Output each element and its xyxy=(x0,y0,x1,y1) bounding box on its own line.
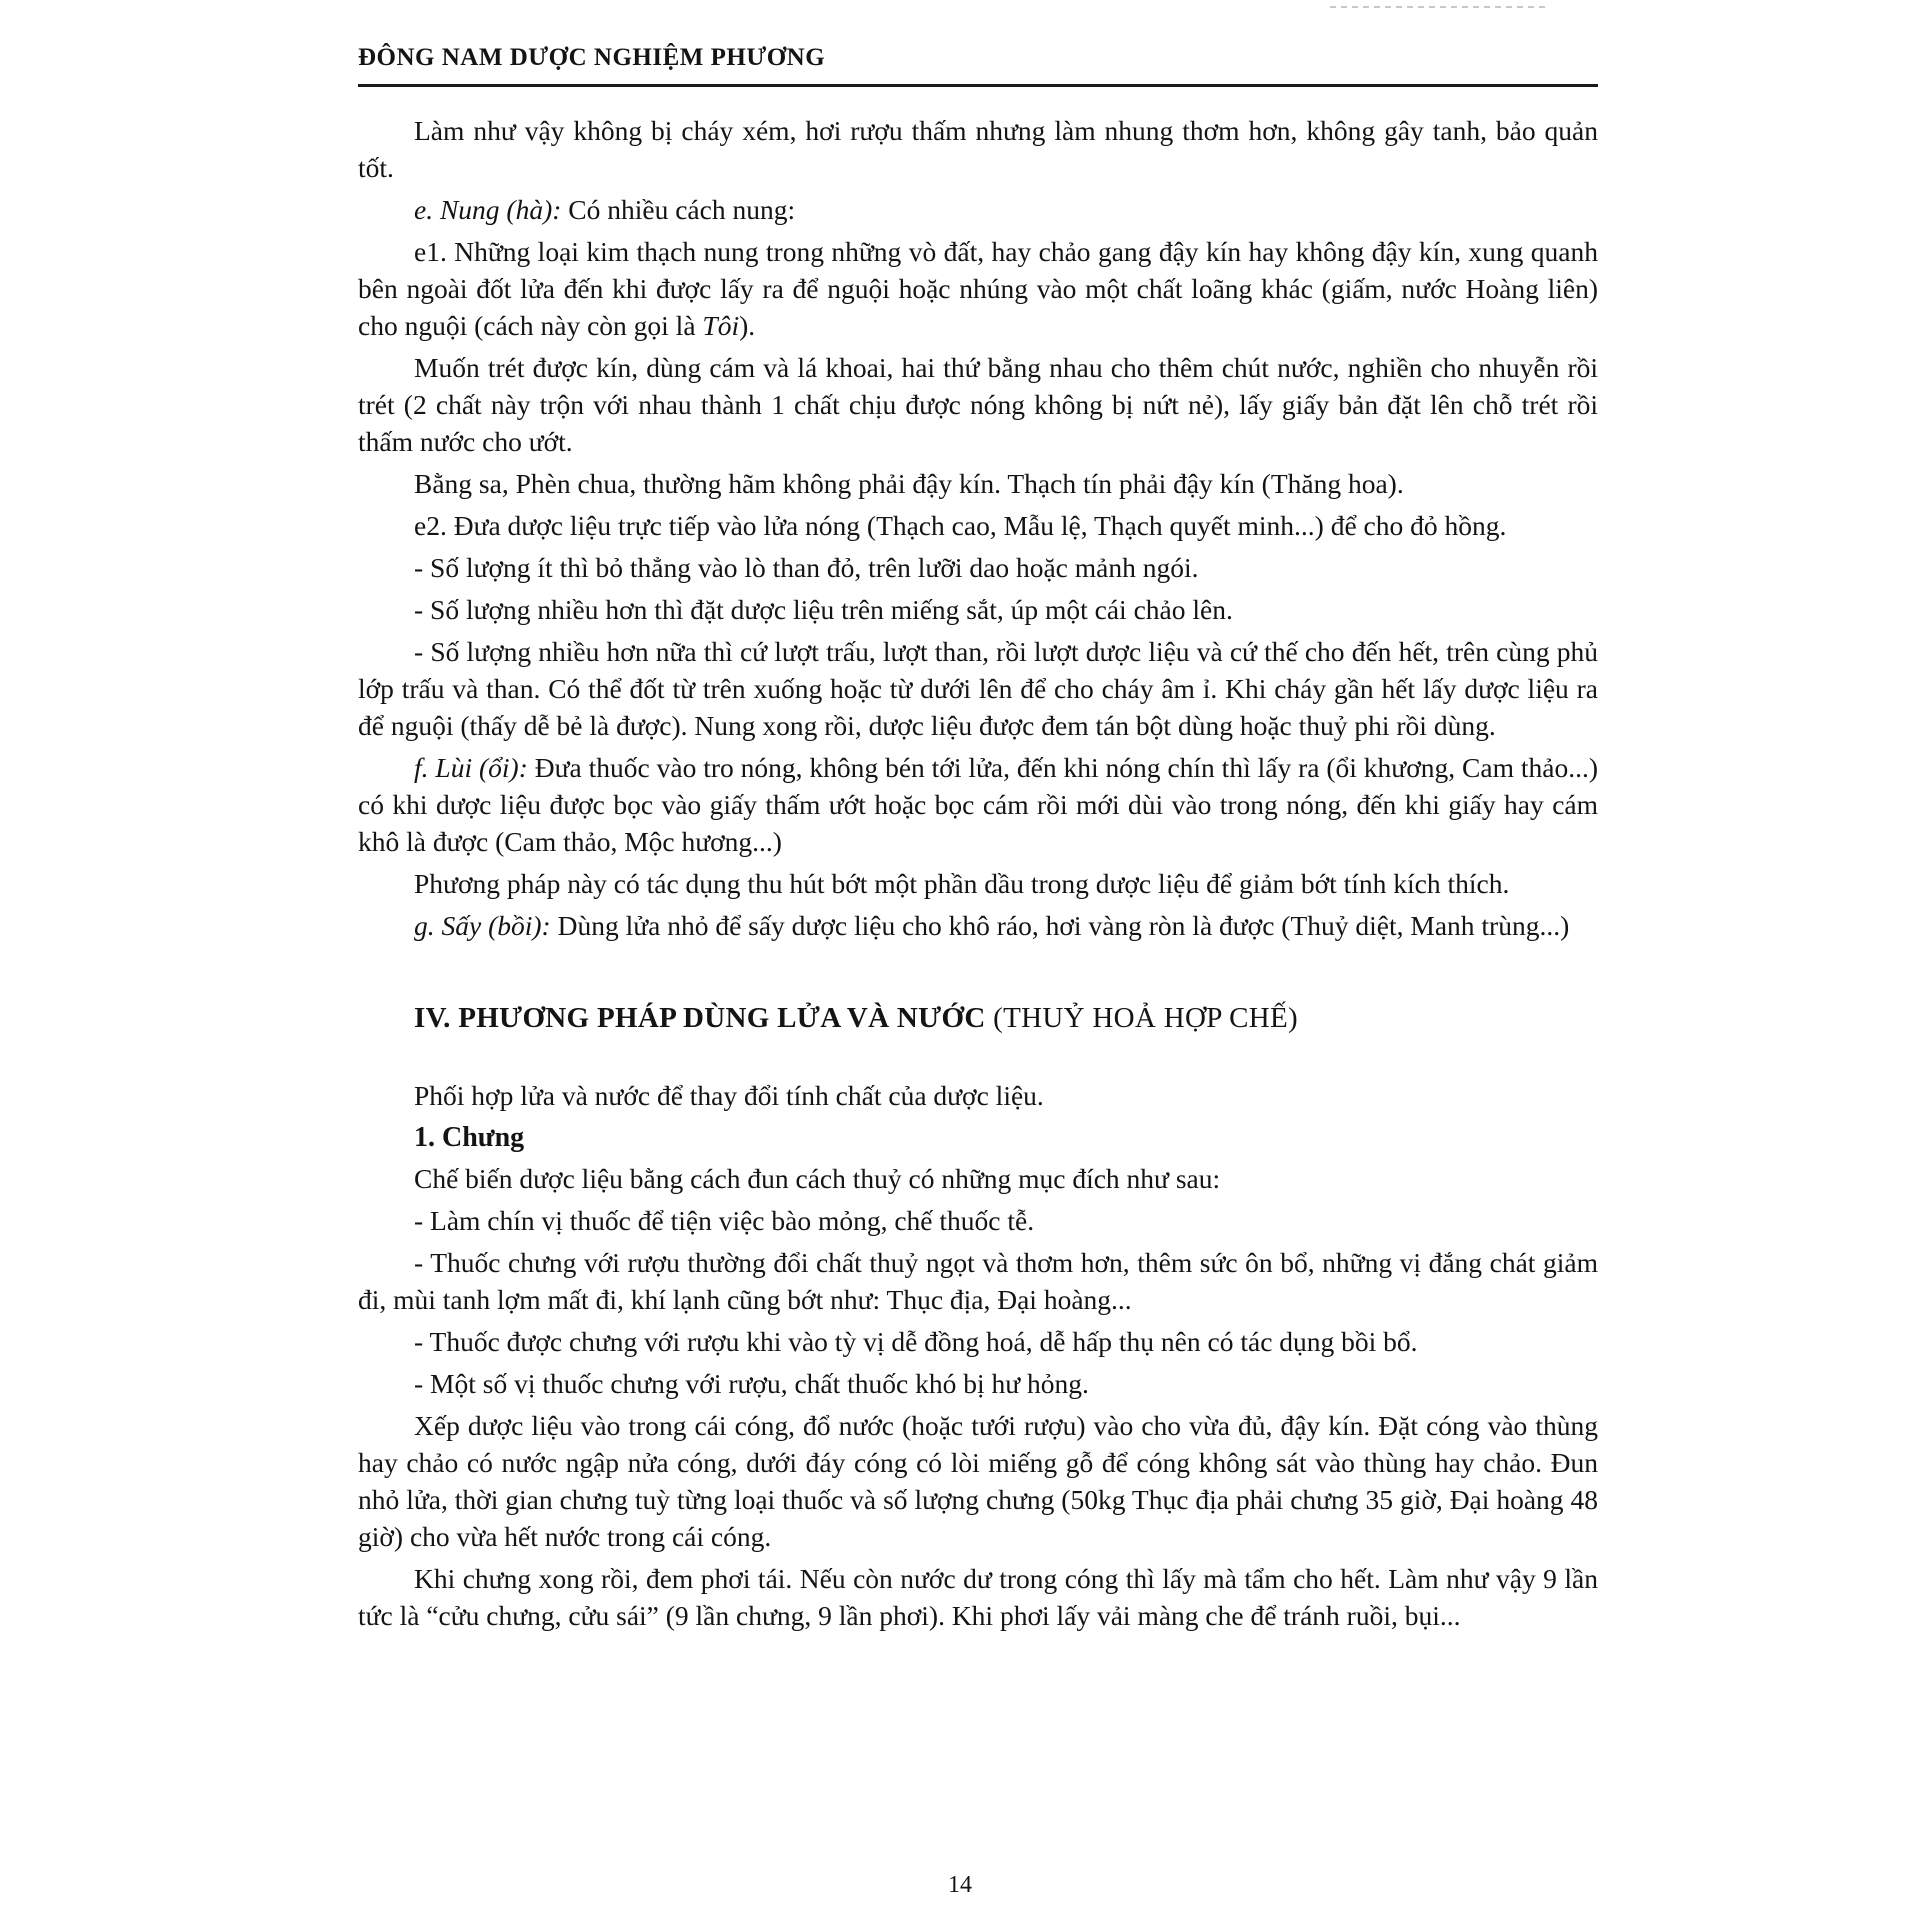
paragraph: Làm như vậy không bị cháy xém, hơi rượu thấm nhưng làm nhung thơm hơn, không gây tanh, bảo quản tốt. xyxy=(358,115,1598,183)
section-heading xyxy=(414,1000,1598,1037)
paragraph: Khi chưng xong rồi, đem phơi tái. Nếu còn nước dư trong cóng thì lấy mà tẩm cho hết. Làm như vậy 9 lần tức là “cửu chưng, cửu sái” (9 lần chưng, 9 lần phơi). Khi phơi lấy vải màng che để tránh ruồi, bụi... xyxy=(358,1563,1598,1631)
list-item: - Số lượng nhiều hơn nữa thì cứ lượt trấu, lượt than, rồi lượt dược liệu và cứ thế cho đến hết, trên cùng phủ lớp trấu và than. Có thể đốt từ trên xuống hoặc từ dưới lên để cho cháy âm ỉ. Khi cháy gần hết lấy dược liệu ra để nguội (thấy dễ bẻ là được). Nung xong rồi, dược liệu được đem tán bột dùng hoặc thuỷ phi rồi dùng. xyxy=(358,636,1598,741)
paragraph-nung xyxy=(358,191,1598,228)
header-rule xyxy=(358,84,1598,87)
list-item: - Thuốc chưng với rượu thường đổi chất thuỷ ngọt và thơm hơn, thêm sức ôn bổ, những vị đắng chát giảm đi, mùi tanh lợm mất đi, khí lạnh cũng bớt như: Thục địa, Đại hoàng... xyxy=(358,1247,1598,1315)
page-body xyxy=(358,112,1598,1639)
paragraph: Chế biến dược liệu bằng cách đun cách thuỷ có những mục đích như sau: xyxy=(414,1163,1221,1194)
term-label: f. Lùi (ổi): xyxy=(414,752,528,783)
section-heading-main: IV. PHƯƠNG PHÁP DÙNG LỬA VÀ NƯỚC xyxy=(414,1002,986,1034)
paragraph-say xyxy=(358,907,1598,944)
list-item: - Thuốc được chưng với rượu khi vào tỳ vị dễ đồng hoá, dễ hấp thụ nên có tác dụng bồi bổ. xyxy=(414,1326,1418,1357)
paragraph-text: Đưa thuốc vào tro nóng, không bén tới lửa, đến khi nóng chín thì lấy ra (ổi khương, Cam thảo...) có khi dược liệu được bọc vào giấy thấm ướt hoặc bọc cám rồi mới dùi vào trong nóng, đến khi giấy hay cám khô là được (Cam thảo, Mộc hương...) xyxy=(358,752,1598,857)
paragraph: Muốn trét được kín, dùng cám và lá khoai, hai thứ bằng nhau cho thêm chút nước, nghiền cho nhuyễn rồi trét (2 chất này trộn với nhau thành 1 chất chịu được nóng không bị nứt nẻ), lấy giấy bản đặt lên chỗ trét rồi thấm nước cho ướt. xyxy=(358,352,1598,457)
paragraph-e1 xyxy=(358,233,1598,344)
section-heading-sub: (THUỶ HOẢ HỢP CHẾ) xyxy=(985,1002,1298,1034)
scan-artifact xyxy=(1330,6,1550,8)
page-number: 14 xyxy=(948,1872,972,1898)
running-header: ĐÔNG NAM DƯỢC NGHIỆM PHƯƠNG xyxy=(358,44,826,71)
paragraph-text: Dùng lửa nhỏ để sấy dược liệu cho khô ráo, hơi vàng ròn là được (Thuỷ diệt, Manh trùng...) xyxy=(550,910,1570,941)
paragraph-text: e1. Những loại kim thạch nung trong những vò đất, hay chảo gang đậy kín hay không đậy kín, xung quanh bên ngoài đốt lửa đến khi được lấy ra để nguội hoặc nhúng vào một chất loãng khác (giấm, nước Hoàng liên) cho nguội (cách này còn gọi là xyxy=(358,236,1598,341)
term-label: g. Sấy (bồi): xyxy=(414,910,551,941)
paragraph: Xếp dược liệu vào trong cái cóng, đổ nước (hoặc tưới rượu) vào cho vừa đủ, đậy kín. Đặt cóng vào thùng hay chảo có nước ngập nửa cóng, dưới đáy cóng có lòi miếng gỗ để cóng không sát vào thùng hay chảo. Đun nhỏ lửa, thời gian chưng tuỳ từng loại thuốc và số lượng chưng (50kg Thục địa phải chưng 35 giờ, Đại hoàng 48 giờ) cho vừa hết nước trong cái cóng. xyxy=(358,1410,1598,1552)
list-item: - Số lượng ít thì bỏ thẳng vào lò than đỏ, trên lưỡi dao hoặc mảnh ngói. xyxy=(414,552,1199,583)
paragraph: Bằng sa, Phèn chua, thường hãm không phải đậy kín. Thạch tín phải đậy kín (Thăng hoa). xyxy=(414,468,1404,499)
paragraph-e2: e2. Đưa dược liệu trực tiếp vào lửa nóng (Thạch cao, Mẫu lệ, Thạch quyết minh...) để cho đỏ hồng. xyxy=(414,510,1507,541)
subheading-chung: 1. Chưng xyxy=(414,1122,525,1153)
list-item: - Làm chín vị thuốc để tiện việc bào mỏng, chế thuốc tễ. xyxy=(414,1205,1035,1236)
paragraph-lui xyxy=(358,749,1598,860)
list-item: - Số lượng nhiều hơn thì đặt dược liệu trên miếng sắt, úp một cái chảo lên. xyxy=(414,594,1233,625)
paragraph: Phương pháp này có tác dụng thu hút bớt một phần dầu trong dược liệu để giảm bớt tính kích thích. xyxy=(414,868,1510,899)
list-item: - Một số vị thuốc chưng với rượu, chất thuốc khó bị hư hỏng. xyxy=(414,1368,1089,1399)
paragraph: Phối hợp lửa và nước để thay đổi tính chất của dược liệu. xyxy=(414,1080,1044,1111)
term-label: e. Nung (hà): xyxy=(414,194,562,225)
paragraph-text: ). xyxy=(739,310,756,341)
term-italic: Tôi xyxy=(702,310,740,341)
paragraph-text: Có nhiều cách nung: xyxy=(561,194,796,225)
